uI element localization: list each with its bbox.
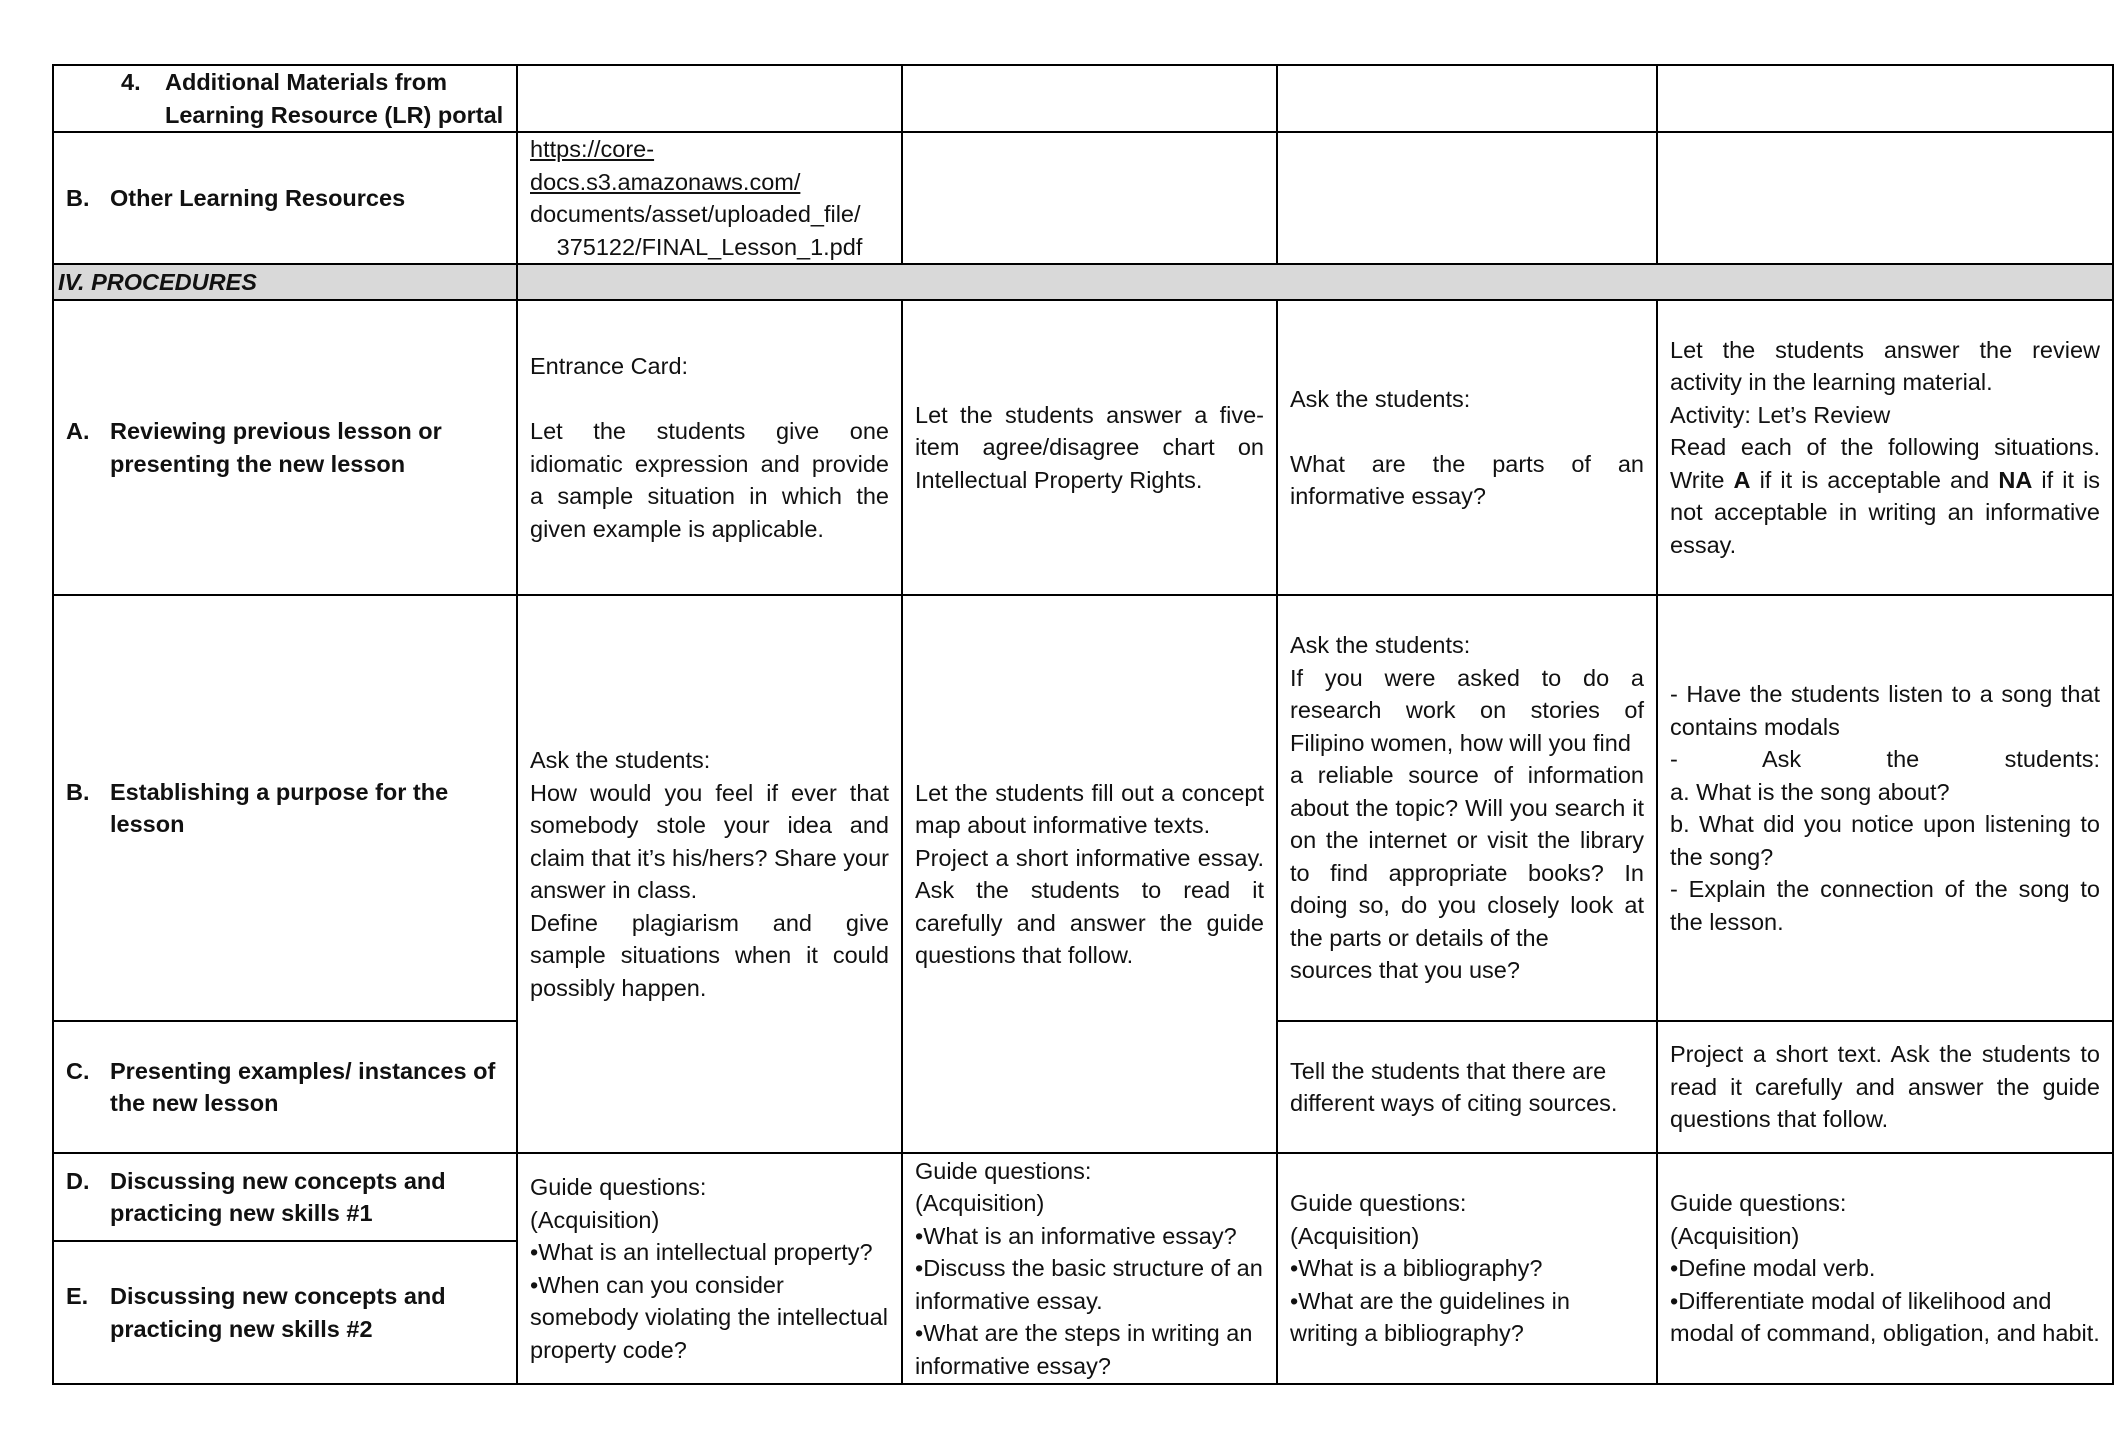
research-question: If you were asked to do a research work on stories of Filipino women, how will you find — [1290, 664, 1644, 756]
link-line[interactable]: https://core- — [530, 136, 655, 162]
item-letter: C. — [66, 1057, 90, 1084]
day3-cell — [1277, 132, 1657, 264]
row-procedures-header — [53, 264, 2113, 300]
presenting-day3: Tell the students that there are different ways of citing sources. — [1277, 1021, 1657, 1153]
label-discussing-1 — [53, 1153, 517, 1241]
item-letter: A. — [66, 418, 90, 444]
reviewing-day4 — [1657, 300, 2113, 595]
activity-title: Activity: Let’s Review — [1670, 401, 1891, 428]
item-number: 4. — [121, 69, 141, 95]
establishing-day4 — [1657, 595, 2113, 1021]
ask-text: Ask the students: — [1290, 632, 1471, 659]
sources-text: sources that you use? — [1290, 957, 1520, 984]
procedures-band — [517, 264, 2113, 300]
label-text: Discussing new concepts and practicing new skills #1 — [110, 1167, 446, 1226]
guide-day3 — [1277, 1153, 1657, 1384]
guide-line: •Discuss the basic structure of an informative essay. — [915, 1255, 1263, 1314]
guide-line: •What is a bibliography? — [1290, 1255, 1543, 1282]
procedures-heading: IV. PROCEDURES — [53, 264, 517, 300]
guide-day4 — [1657, 1153, 2113, 1384]
reviewing-day1 — [517, 300, 902, 595]
guide-line: •What are the steps in writing an informative essay? — [915, 1320, 1253, 1379]
entrance-card-body: Let the students give one idiomatic expression and provide a sample situation in which the given example is applicable. — [530, 418, 889, 542]
day1-cell — [517, 65, 902, 132]
label-text: Discussing new concepts and practicing new skills #2 — [110, 1283, 446, 1342]
guide-line: (Acquisition) — [915, 1190, 1045, 1217]
song-activity: - Have the students listen to a song that contains modals — [1670, 681, 2100, 740]
resource-path-line: 375122/FINAL_Lesson_1.pdf — [556, 233, 863, 260]
establishing-day1 — [517, 595, 902, 1153]
daily-lesson-log-table — [52, 64, 2114, 1385]
presenting-day4: Project a short text. Ask the students to read it carefully and answer the guide questions that follow. — [1657, 1021, 2113, 1153]
establishing-day3 — [1277, 595, 1657, 1021]
guide-day1 — [517, 1153, 902, 1384]
item-letter: E. — [66, 1283, 89, 1309]
reviewing-day2: Let the students answer a five-item agree/disagree chart on Intellectual Property Rights. — [902, 300, 1277, 595]
label-establishing — [53, 595, 517, 1021]
label-text: Establishing a purpose for the lesson — [110, 778, 449, 837]
question-text: What are the parts of an informative essay? — [1290, 450, 1644, 509]
question-text: How would you feel if ever that somebody stole your idea and claim that it’s his/hers? Share your answer in class. — [530, 779, 889, 903]
day2-cell — [902, 132, 1277, 264]
label-reviewing — [53, 300, 517, 595]
day2-cell — [902, 65, 1277, 132]
resource-path-line: documents/asset/uploaded_file/ — [530, 201, 861, 227]
day4-cell — [1657, 65, 2113, 132]
guide-line: (Acquisition) — [530, 1206, 660, 1233]
guide-line: Guide questions: — [1290, 1190, 1467, 1217]
item-letter: B. — [66, 184, 90, 211]
label-line: Additional Materials from — [165, 69, 448, 95]
source-question: a reliable source of information about the topic? Will you search it on the internet or visit the library to find appropriate books? In doing so, do you closely look at the parts or details of the — [1290, 762, 1644, 951]
question-a: a. What is the song about? — [1670, 778, 1950, 805]
concept-map-text: Let the students fill out a concept map about informative texts. — [915, 779, 1264, 838]
guide-line: (Acquisition) — [1670, 1222, 1800, 1249]
row-establishing — [53, 595, 2113, 1021]
guide-line: •What are the guidelines in writing a bibliography? — [1290, 1287, 1570, 1347]
row-discussing-1 — [53, 1153, 2113, 1241]
establishing-day2 — [902, 595, 1277, 1153]
reviewing-day3 — [1277, 300, 1657, 595]
item-letter: D. — [66, 1167, 90, 1194]
guide-line: •When can you consider somebody violating the intellectual property code? — [530, 1271, 888, 1363]
explain-connection: - Explain the connection of the song to the lesson. — [1670, 876, 2100, 935]
row-additional-materials — [53, 65, 2113, 132]
guide-line: •Define modal verb. — [1670, 1255, 1876, 1282]
guide-day2 — [902, 1153, 1277, 1384]
label-discussing-2 — [53, 1241, 517, 1384]
link-line[interactable]: docs.s3.amazonaws.com/ — [530, 168, 801, 195]
ask-text: Ask the students: — [1290, 385, 1471, 412]
guide-line: •What is an intellectual property? — [530, 1239, 873, 1265]
guide-line: Guide questions: — [915, 1157, 1092, 1184]
question-b: b. What did you notice upon listening to the song? — [1670, 811, 2100, 870]
project-essay-text: Project a short informative essay. Ask the students to read it carefully and answer the guide questions that follow. — [915, 844, 1264, 968]
guide-line: Guide questions: — [1670, 1190, 1847, 1217]
ask-text: Ask the students: — [530, 747, 711, 773]
entrance-card-title: Entrance Card: — [530, 353, 689, 379]
label-line: Learning Resource (LR) portal — [165, 101, 504, 128]
activity-instruction: Read each of the following situations. Write A if it is acceptable and NA if it is not acceptable in writing an informative essay. — [1670, 434, 2101, 558]
resource-link[interactable] — [530, 133, 889, 198]
label-text: Reviewing previous lesson or presenting the new lesson — [110, 418, 442, 477]
guide-line: (Acquisition) — [1290, 1222, 1420, 1249]
label-text: Presenting examples/ instances of the new lesson — [110, 1057, 496, 1116]
day4-cell — [1657, 132, 2113, 264]
label-text: Other Learning Resources — [110, 184, 406, 211]
resource-link-cell — [517, 132, 902, 264]
review-instruction: Let the students answer the review activity in the learning material. — [1670, 336, 2100, 396]
ask-students-text: - Ask the students: — [1670, 746, 2100, 772]
label-presenting — [53, 1021, 517, 1153]
label-other-resources — [53, 132, 517, 264]
label-additional-materials — [53, 65, 517, 132]
guide-line: •Differentiate modal of likelihood and modal of command, obligation, and habit. — [1670, 1287, 2100, 1347]
guide-line: •What is an informative essay? — [915, 1222, 1237, 1249]
define-text: Define plagiarism and give sample situations when it could possibly happen. — [530, 909, 889, 1001]
row-reviewing — [53, 300, 2113, 595]
item-letter: B. — [66, 778, 90, 805]
day3-cell — [1277, 65, 1657, 132]
guide-line: Guide questions: — [530, 1174, 707, 1200]
row-other-resources — [53, 132, 2113, 264]
